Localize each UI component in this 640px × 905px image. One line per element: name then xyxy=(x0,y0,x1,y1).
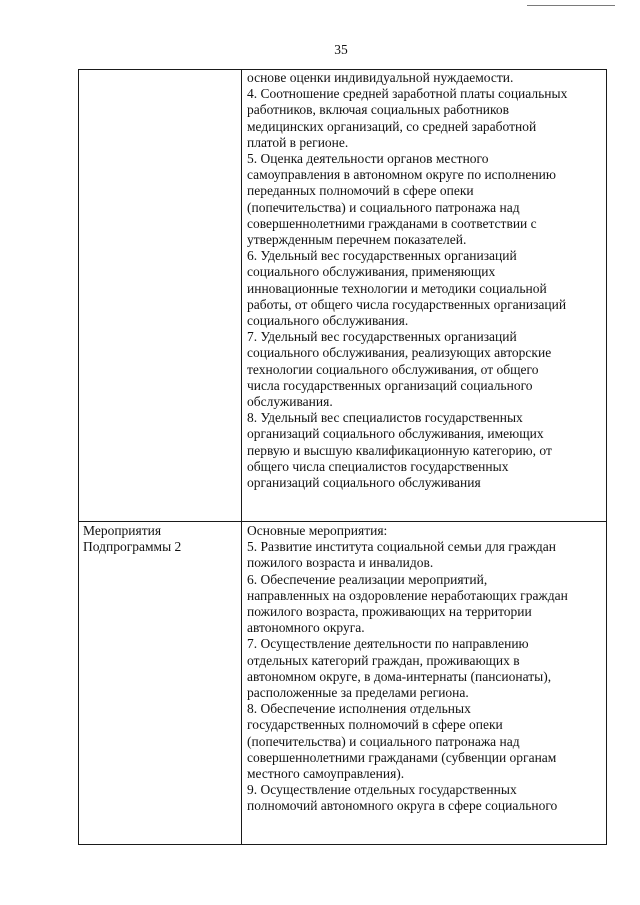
row-label-line: Подпрограммы 2 xyxy=(83,539,182,555)
text-line: работников, включая социальных работников xyxy=(247,102,510,118)
program-table xyxy=(78,69,607,845)
text-line: 8. Обеспечение исполнения отдельных xyxy=(247,701,471,717)
text-line: 7. Осуществление деятельности по направлению xyxy=(247,636,529,652)
text-line: (попечительства) и социального патронажа над xyxy=(247,733,520,749)
text-line: организаций социального обслуживания xyxy=(247,475,481,491)
text-line: 8. Удельный вес специалистов государственных xyxy=(247,410,523,426)
text-line: направленных на оздоровление неработающих граждан xyxy=(247,587,568,603)
table-row xyxy=(79,70,607,522)
text-line: работы, от общего числа государственных организаций xyxy=(247,296,567,312)
content-cell xyxy=(242,70,607,522)
text-line: 6. Удельный вес государственных организаций xyxy=(247,248,517,264)
page-number: 35 xyxy=(334,42,348,57)
text-line: платой в регионе. xyxy=(247,134,349,150)
content-text xyxy=(242,70,606,491)
row-label-line: Мероприятия xyxy=(83,523,162,538)
text-line: государственных полномочий в сфере опеки xyxy=(247,717,503,733)
text-line: местного самоуправления). xyxy=(247,766,405,782)
text-line: переданных полномочий в сфере опеки xyxy=(247,183,474,199)
text-line: общего числа специалистов государственных xyxy=(247,458,509,474)
text-line: первую и высшую квалификационную категорию, от xyxy=(247,442,552,458)
text-line: организаций социального обслуживания, имеющих xyxy=(247,426,544,442)
text-line: совершеннолетними гражданами в соответствии с xyxy=(247,215,537,231)
text-line: самоуправления в автономном округе по исполнению xyxy=(247,167,556,183)
table-row xyxy=(79,522,607,845)
text-line: автономного округа. xyxy=(247,620,365,636)
text-line: расположенные за пределами региона. xyxy=(247,685,469,701)
text-line: автономном округе, в дома-интернаты (пансионаты), xyxy=(247,668,552,684)
text-line: инновационные технологии и методики социальной xyxy=(247,280,547,296)
text-line: Основные мероприятия: xyxy=(247,523,388,538)
label-cell xyxy=(79,522,242,845)
text-line: медицинских организаций, со средней заработной xyxy=(247,118,537,134)
content-text xyxy=(242,522,606,815)
header-rule xyxy=(527,0,615,6)
text-line: пожилого возраста, проживающих на территории xyxy=(247,604,532,620)
label-text xyxy=(79,522,241,555)
text-line: социального обслуживания, реализующих авторские xyxy=(247,345,552,361)
text-line: полномочий автономного округа в сфере социального xyxy=(247,798,558,814)
text-line: 6. Обеспечение реализации мероприятий, xyxy=(247,571,488,587)
text-line: 5. Оценка деятельности органов местного xyxy=(247,151,489,167)
text-line: 7. Удельный вес государственных организаций xyxy=(247,329,517,345)
text-line: числа государственных организаций социального xyxy=(247,377,533,393)
text-line: 9. Осуществление отдельных государственных xyxy=(247,782,517,798)
text-line: отдельных категорий граждан, проживающих в xyxy=(247,652,520,668)
text-line: социального обслуживания. xyxy=(247,313,409,329)
text-line: технологии социального обслуживания, от общего xyxy=(247,361,539,377)
text-line: 5. Развитие института социальной семьи для граждан xyxy=(247,539,556,555)
text-line: совершеннолетними гражданами (субвенции органам xyxy=(247,749,557,765)
text-line: социального обслуживания, применяющих xyxy=(247,264,496,280)
text-line: (попечительства) и социального патронажа над xyxy=(247,199,520,215)
content-cell xyxy=(242,522,607,845)
text-line: обслуживания. xyxy=(247,394,333,410)
label-cell xyxy=(79,70,242,522)
text-line: утвержденным перечнем показателей. xyxy=(247,232,467,248)
text-line: пожилого возраста и инвалидов. xyxy=(247,555,434,571)
text-line: 4. Соотношение средней заработной платы социальных xyxy=(247,86,568,102)
text-line: основе оценки индивидуальной нуждаемости. xyxy=(247,70,514,85)
